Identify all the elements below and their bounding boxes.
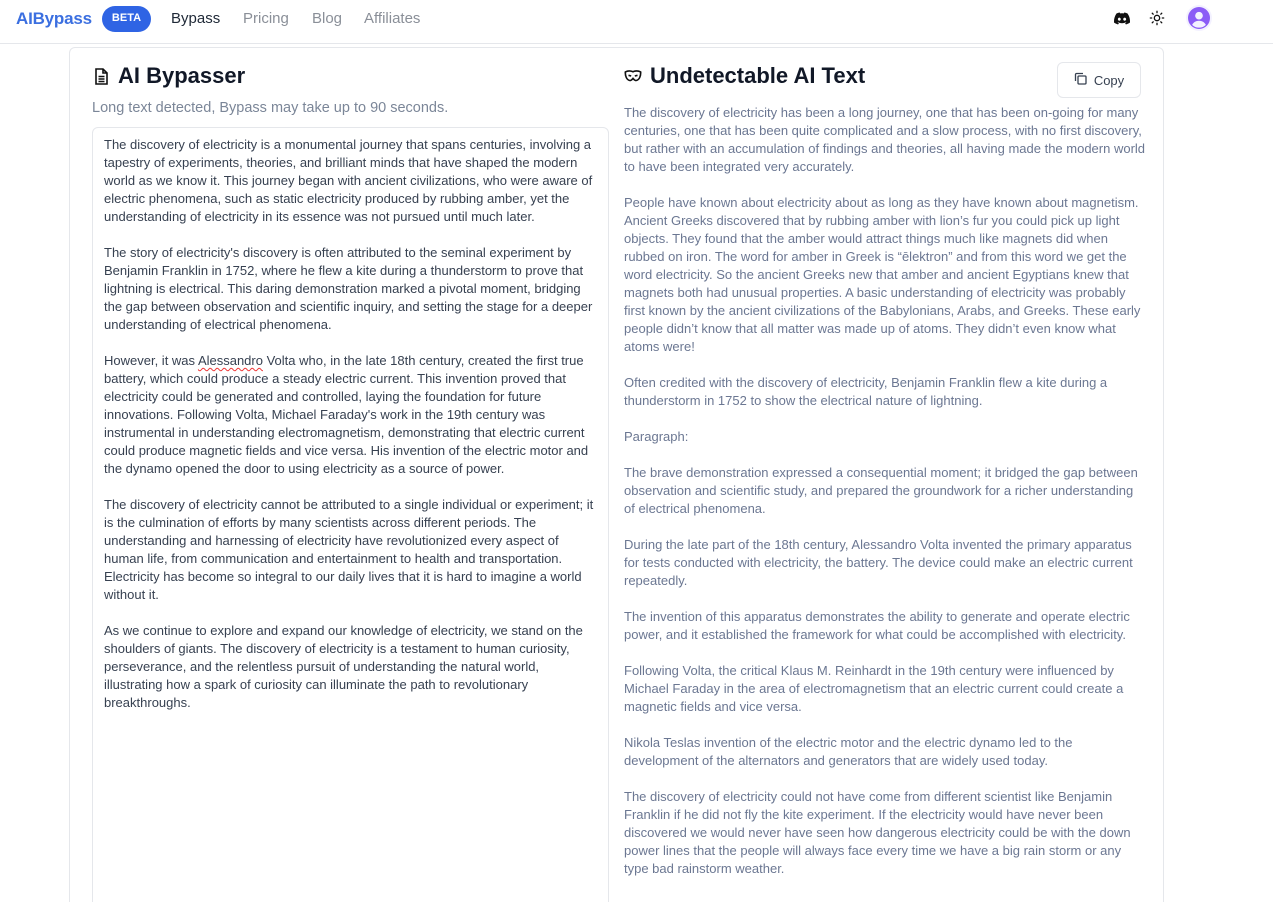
copy-icon: [1074, 72, 1087, 88]
output-paragraph: Often credited with the discovery of electricity, Benjamin Franklin flew a kite during a thunderstorm in 1752 to show the electrical nature of lightning.: [624, 375, 1108, 408]
output-paragraph: During the late part of the 18th century, Alessandro Volta invented the primary apparatus for tests conducted with electricity, the battery. The device could make an electric current repeatedly.: [624, 537, 1133, 588]
output-title-text: Undetectable AI Text: [650, 63, 866, 88]
output-text: [624, 104, 1146, 896]
output-paragraph: Nikola Teslas invention of the electric motor and the electric dynamo led to the development of the alternators and generators that are widely used today.: [624, 735, 1073, 768]
theme-toggle-sun-icon[interactable]: [1148, 9, 1166, 27]
input-paragraph: The story of electricity's discovery is often attributed to the seminal experiment by Benjamin Franklin in 1752, where he flew a kite during a thunderstorm to prove that lightning is electrical. This daring demonstration marked a pivotal moment, bridging the gap between observation and scientific inquiry, and setting the stage for a deeper understanding of electrical phenomena.: [104, 245, 593, 332]
copy-button[interactable]: [1057, 62, 1141, 98]
input-paragraph: As we continue to explore and expand our knowledge of electricity, we stand on the shoulders of giants. The discovery of electricity is a testament to human curiosity, perseverance, and the relentless pursuit of understanding the natural world, illustrating how a spark of curiosity can illuminate the path to revolutionary breakthroughs.: [104, 623, 583, 710]
output-paragraph: Following Volta, the critical Klaus M. Reinhardt in the 19th century were influenced by Michael Faraday in the area of electromagnetism that an electric current could create a magnetic fields and vice versa.: [624, 663, 1124, 714]
nav-link-bypass[interactable]: Bypass: [171, 10, 221, 27]
copy-button-label: Copy: [1093, 72, 1125, 88]
output-paragraph: The brave demonstration expressed a consequential moment; it bridged the gap between observation and scientific study, and prepared the groundwork for a richer understanding of electrical phenomena.: [624, 465, 1138, 516]
top-navbar: [0, 0, 1273, 44]
nav-link-pricing[interactable]: Pricing: [243, 10, 289, 27]
output-paragraph: The discovery of electricity has been a long journey, one that has been on-going for many centuries, one that has been quite complicated and a slow process, with no first discovery, but rather with an accumulation of findings and theories, all having made the modern world to have been integrated very accurately.: [624, 105, 1146, 174]
long-text-notice: Long text detected, Bypass may take up to 90 seconds.: [92, 100, 449, 116]
bypasser-title: [92, 63, 245, 89]
nav-link-blog[interactable]: Blog: [312, 10, 343, 27]
text-segment: However, it was: [104, 353, 198, 368]
input-paragraph: The discovery of electricity is a monumental journey that spans centuries, involving a tapestry of experiments, theories, and brilliant minds that have shaped the modern world as we know it. This journey began with ancient civilizations, who were aware of electric phenomena, such as static electricity produced by rubbing amber, yet the understanding of electricity in its essence was not pursued until much later.: [104, 137, 593, 224]
output-title: [624, 63, 865, 89]
text-segment: Volta who, in the late 18th century, created the first true battery, which could produce a steady electric current. This invention proved that electricity could be generated and controlled, laying the foundation for future innovations. Following Volta, Michael Faraday's work in the 19th century was instrumental in understanding electromagnetism, demonstrating that electric current could produce magnetic fields and vice versa. His invention of the electric motor and the dynamo opened the door to using electricity as a source of power.: [104, 353, 589, 476]
logo[interactable]: AIBypass: [16, 9, 92, 28]
document-icon: [92, 67, 110, 85]
beta-badge: BETA: [102, 6, 151, 32]
output-paragraph: People have known about electricity about as long as they have known about magnetism. Ancient Greeks discovered that by rubbing amber with lion’s fur you could pick up light objects. They found that the amber would attract things much like magnets did when rubbed on iron. The word for amber in Greek is “ēlektron” and from this word we get the word electricity. So the ancient Greeks new that amber and ancient Egyptians knew that magnets both had unusual properties. A basic understanding of electricity was probably first known by the ancient civilizations of the Babylonians, Arabs, and Greeks. These early people didn’t know that all matter was made up of atoms. They didn’t even know what atoms were!: [624, 195, 1141, 354]
discord-icon[interactable]: [1113, 9, 1131, 27]
nav-link-affiliates[interactable]: Affiliates: [364, 10, 421, 27]
input-paragraph: The discovery of electricity cannot be attributed to a single individual or experiment; it is the culmination of efforts by many scientists across different periods. The understanding and harnessing of electricity have revolutionized every aspect of human life, from communication and entertainment to health and transportation. Electricity has become so integral to our daily lives that it is hard to imagine a world without it.: [104, 497, 594, 602]
bypasser-title-text: AI Bypasser: [118, 63, 246, 88]
spellcheck-flagged-word[interactable]: Alessandro: [197, 353, 263, 368]
output-paragraph: The discovery of electricity could not have come from different scientist like Benjamin Franklin if he did not fly the kite experiment. If the electricity would have never been discovered we would never have seen how dangerous electricity could be with the down power lines that the people will always face every time we have a big rain storm or any type bad rainstorm weather.: [624, 789, 1131, 876]
output-paragraph: The invention of this apparatus demonstrates the ability to generate and operate electric power, and it established the framework for what could be accomplished with electricity.: [624, 609, 1130, 642]
input-paragraph: [104, 352, 597, 478]
mask-icon: [624, 67, 642, 85]
user-avatar-icon: [1188, 7, 1210, 29]
output-paragraph: Paragraph:: [624, 429, 689, 444]
input-textarea[interactable]: [92, 127, 609, 902]
user-avatar[interactable]: [1186, 5, 1212, 31]
